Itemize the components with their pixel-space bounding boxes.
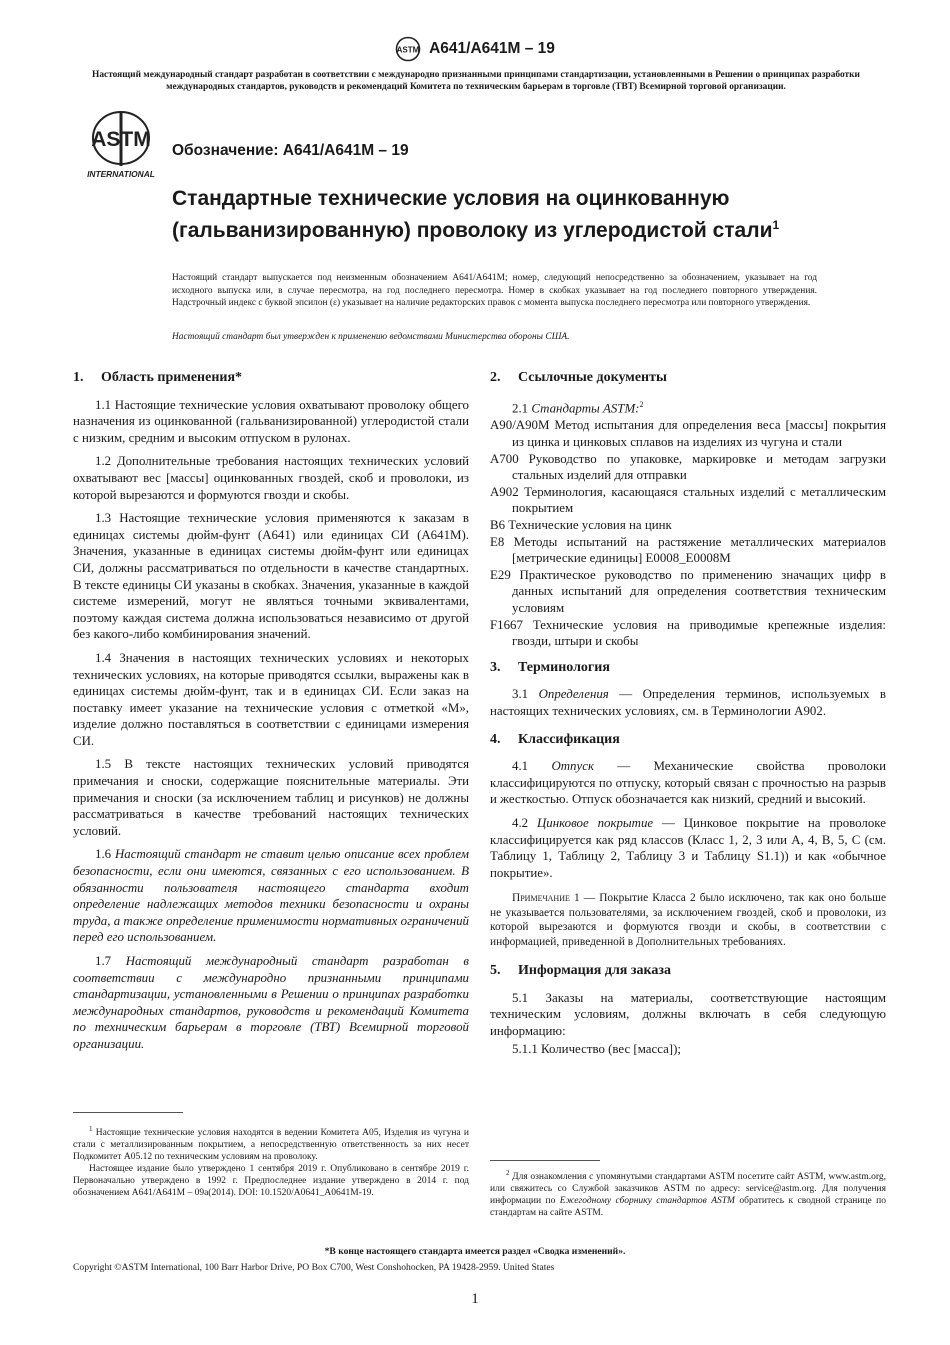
section-heading-scope: 1. Область применения* (73, 370, 243, 385)
svg-text:ASTM: ASTM (396, 45, 420, 55)
right-column (490, 370, 886, 1065)
paragraph-5-1: 5.1 Заказы на материалы, соответствующие настоящим техническим условиям, должны включать в себя следующую информацию: (490, 990, 886, 1038)
section-heading-references: 2. Ссылочные документы (490, 370, 667, 385)
paragraph-1-3: 1.3 Настоящие технические условия применяются к заказам в единицах системы дюйм-фунт (A641) или единицах СИ (A641M). Значения, указанные в единицах системы дюйм-фунт или единицах СИ, должны рассматриваться по отдельности в качестве стандартных. В тексте единицы СИ указаны в скобках. Значения, указанные в каждой системе измерений, могут не являться точными эквивалентами, поэтому каждая система должна использоваться независимо от другой без какого-либо комбинирования значений. (73, 511, 469, 642)
reference-item: A700 Руководство по упаковке, маркировке и методам загрузки стальных изделий для отправки (490, 451, 886, 483)
left-column (73, 370, 469, 1060)
reference-item: A90/A90M Метод испытания для определения веса [массы] покрытия из цинка и цинковых сплавов на изделиях из чугуна и стали (490, 418, 886, 450)
footnote-1-edition: Настоящее издание было утверждено 1 сентября 2019 г. Опубликовано в сентябре 2019 г. Первоначально утверждено в 1992 г. Предпоследнее издание утверждено в 2014 г. под обозначением A641/A641M – 09a(2014). DOI: 10.1520/A0641_A0641M-19. (73, 1164, 469, 1199)
footnote-1: $^1$ Настоящие технические условия находятся в ведении Комитета A05, Изделия из чугуна и стали с металлизированным покрытием, а непосредственную ответственность за них несет Подкомитет A05.12 по техническим условиям на проволоку. (73, 1125, 469, 1163)
paragraph-1-4: 1.4 Значения в настоящих технических условиях и некоторых технических условиях, на которые приводятся ссылки, выражены как в единицах системы дюйм-фунт, так и в единицах СИ. Если заказ на поставку имеет указание на технические условия с отметкой «M», изделие должно поставляться в соответствии с единицами измерения СИ. (73, 650, 469, 748)
document-title (172, 186, 812, 244)
paragraph-1-6: 1.6 Настоящий стандарт не ставит целью описание всех проблем безопасности, если они имеются, связанных с его использованием. В обязанности пользователя настоящего стандарта входит определение надлежащих методов техники безопасности и охраны труда, а также определение применимости нормативных ограничений перед его использованием. (73, 847, 469, 945)
paragraph-4-2: 4.2 Цинковое покрытие — Цинковое покрытие на проволоке классифицируется как ряд классов (Класс 1, 2, 3 или A, 4, B, 5, C (см. Таблицу 1, Таблицу 2, Таблицу 3 и Таблицу S1.1)) и как «обычное покрытие». (490, 815, 886, 880)
summary-of-changes-note: *В конце настоящего стандарта имеется раздел «Сводка изменений». (324, 1246, 626, 1257)
approval-statement: Настоящий стандарт был утвержден к применению ведомствами Министерства обороны США. (172, 332, 570, 342)
footnote-2: $^2$ Для ознакомления с упомянутыми стандартами ASTM посетите сайт ASTM, www.astm.org, или свяжитесь со Службой заказчиков ASTM по адресу: service@astm.org. Для получения информации по Ежегодному сборнику стандартов ASTM обратитесь к сводной странице по стандартам на сайте ASTM. (490, 1169, 887, 1219)
reference-item: B6 Технические условия на цинк (490, 518, 672, 533)
paragraph-4-1: 4.1 Отпуск — Механические свойства проволоки классифицируются по отпуску, который связан с прочностью на разрыв и жесткостью. Отпуск обозначается как низкий, средний и высокий. (490, 759, 886, 807)
header-designation (0, 36, 950, 62)
footnotes-right (490, 1160, 886, 1219)
reference-item: E8 Методы испытаний на растяжение металлических материалов [метрические единицы] E0008_E0008M (490, 534, 886, 566)
paragraph-1-1: 1.1 Настоящие технические условия охватывают проволоку общего назначения из оцинкованной (гальванизированной) углеродистой стали с низким, средним и высоким отпуском в рулонах. (73, 397, 469, 445)
footnotes-left (73, 1112, 469, 1199)
astm-logo-icon (80, 110, 162, 180)
issuance-statement: Настоящий стандарт выпускается под неизменным обозначением A641/A641M; номер, следующий непосредственно за обозначением, указывает на год исходного выпуска или, в случае пересмотра, на год последнего пересмотра. Номер в скобках указывает на год последнего повторного утверждения. Надстрочный индекс с буквой эпсилон (ε) указывает на наличие редакторских правок с момента выпуска последнего пересмотра или повторного утверждения. (172, 273, 817, 309)
section-heading-ordering: 5. Информация для заказа (490, 962, 671, 978)
reference-item: A902 Терминология, касающаяся стальных изделий с металлическим покрытием (490, 484, 886, 516)
designation: Обозначение: A641/A641M – 19 (172, 142, 409, 159)
paragraph-5-1-1: 5.1.1 Количество (вес [масса]); (512, 1042, 681, 1057)
paragraph-1-7: 1.7 Настоящий международный стандарт разработан в соответствии с международно признанными принципами стандартизации, установленными в Решении о принципах разработки международных стандартов, руководств и рекомендаций Комитета по техническим барьерам в торговле (ТВТ) Всемирной торговой организации. (73, 954, 469, 1051)
footnote-rule (490, 1160, 600, 1161)
logo-wordmark: ASTM (91, 128, 151, 151)
title-text: Стандартные технические условия на оцинкованную (гальванизированную) проволоку из углеродистой стали (172, 187, 773, 242)
section-heading-classification: 4. Классификация (490, 731, 620, 747)
astm-small-logo-icon (395, 36, 421, 62)
footnote-rule (73, 1112, 183, 1113)
page-number: 1 (471, 1291, 479, 1307)
intro-statement: Настоящий международный стандарт разработан в соответствии с международно признанными принципами стандартизации, установленными в Решении о принципах разработки международных стандартов, руководств и рекомендаций Комитета по техническим барьерам в торговле (ТВТ) Всемирной торговой организации. (92, 70, 860, 92)
paragraph-1-2: 1.2 Дополнительные требования настоящих технических условий охватывают вес [массы] оцинкованных гвоздей, скоб и проволоки, из которой вырезаются и формуются гвозди и скобы. (73, 454, 469, 502)
logo-caption: INTERNATIONAL (87, 169, 155, 179)
note-1: Примечание 1 — Покрытие Класса 2 было исключено, так как оно больше не указывается пользователями, за исключением гвоздей, скоб и проволоки, из которой вырезаются и формуются гвозди и скобы, в соответствии с информацией, приведенной в Дополнительных требованиях. (490, 892, 886, 948)
title-footnote-ref: 1 (772, 218, 780, 232)
section-heading-terminology: 3. Терминология (490, 659, 610, 675)
paragraph-1-5: 1.5 В тексте настоящих технических условий приводятся примечания и сноски, содержащие пояснительные материалы. Эти примечания и сноски (за исключением таблиц и рисунков) не должны рассматриваться в качестве требований настоящих технических условий. (73, 757, 469, 838)
reference-item: F1667 Технические условия на приводимые крепежные изделия: гвозди, штыри и скобы (490, 617, 886, 649)
header-code: A641/A641M – 19 (429, 40, 555, 57)
copyright-line: Copyright ©ASTM International, 100 Barr Harbor Drive, PO Box C700, West Conshohocken, PA 19428-2959. United States (73, 1262, 555, 1273)
astm-international-logo (80, 110, 162, 185)
astm-standards-heading: 2.1 Стандарты ASTM:$^2$ (512, 399, 644, 415)
reference-item: E29 Практическое руководство по применению значащих цифр в данных испытаний для определения соответствия техническим условиям (490, 567, 886, 616)
paragraph-3-1: 3.1 Определения — Определения терминов, используемых в настоящих технических условиях, см. в Терминологии A902. (490, 687, 886, 718)
